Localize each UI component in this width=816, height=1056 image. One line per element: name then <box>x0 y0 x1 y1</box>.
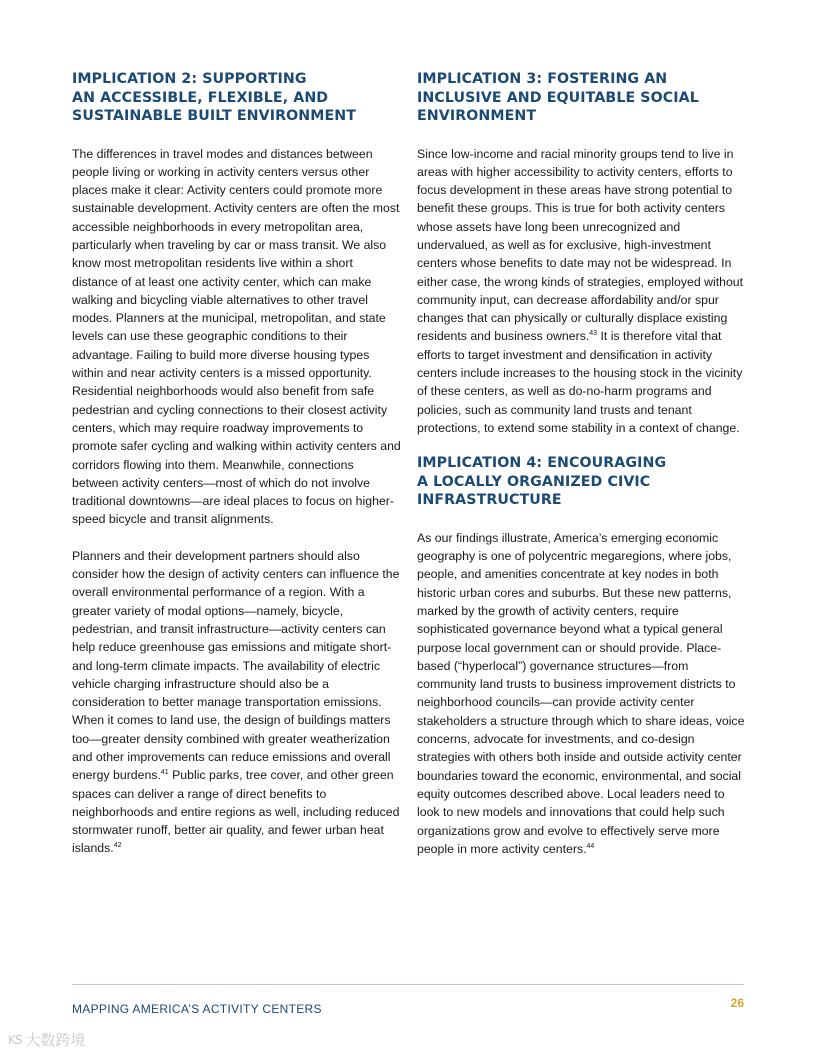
footnote-ref: 44 <box>586 842 595 850</box>
implication-3-heading <box>417 70 747 126</box>
heading-line: ENVIRONMENT <box>417 108 537 124</box>
heading-line: SUSTAINABLE BUILT ENVIRONMENT <box>72 108 356 124</box>
heading-line: IMPLICATION 2: SUPPORTING <box>72 71 307 87</box>
right-column <box>417 70 747 858</box>
left-column <box>72 70 402 858</box>
paragraph-text: It is therefore vital that efforts to target investment and densification in activity centers include increases to the housing stock in the vicinity of these centers, as well as do-no-harm programs and policies, such as community land trusts and tenant protections, to extend some stability in a context of change. <box>417 329 743 435</box>
heading-line: A LOCALLY ORGANIZED CIVIC <box>417 473 651 490</box>
paragraph-text: As our findings illustrate, America’s emerging economic geography is one of polycentric megaregions, where jobs, people, and amenities concentrate at key nodes in both historic urban cores and suburbs. But these new patterns, marked by the growth of activity centers, require sophisticated governance beyond what a typical general purpose local government can or should provide. Place-based (“hyperlocal”) governance structures—from community land trusts to business improvement districts to neighborhood councils—can provide activity center stakeholders a structure through which to share ideas, voice concerns, advocate for investments, and co-design strategies with others both inside and outside activity center boundaries toward the economic, environmental, and social equity outcomes described above. Local leaders need to look to new models and innovations that could help such organizations grow and evolve to effectively serve more people in more activity centers. <box>417 530 745 856</box>
footnote-ref: 41 <box>160 769 169 777</box>
watermark-text: 大数跨境 <box>25 1031 86 1049</box>
body-paragraph: The differences in travel modes and distances between people living or working in activity centers versus other places make it clear: Activity centers could promote more sustainable development. Activity centers are often the most accessible neighborhoods in every metropolitan area, particularly when traveling by car or mass transit. We also know most metropolitan residents live within a short distance of at least one activity center, which can make walking and bicycling viable alternatives to other travel modes. Planners at the municipal, metropolitan, and state levels can use these geographic conditions to their advantage. Failing to build more diverse housing types within and near activity centers is a missed opportunity. Residential neighborhoods would also benefit from safe pedestrian and cycling connections to their closest activity centers, which may require roadway improvements to promote safer cycling and walking within activity centers and corridors flowing into them. Meanwhile, connections between activity centers—most of which do not involve traditional downtowns—are ideal places to focus on higher-speed bicycle and transit alignments. <box>72 146 401 527</box>
heading-line: INCLUSIVE AND EQUITABLE SOCIAL <box>417 89 699 106</box>
footnote-ref: 42 <box>113 842 122 850</box>
heading-line: INFRASTRUCTURE <box>417 492 562 509</box>
page-number: 26 <box>730 996 744 1010</box>
implication-4-heading <box>417 454 747 510</box>
heading-line: AN ACCESSIBLE, FLEXIBLE, AND <box>72 89 329 106</box>
watermark-logo: KS <box>8 1032 22 1047</box>
implication-2-heading <box>72 70 402 126</box>
heading-line: IMPLICATION 4: ENCOURAGING <box>417 455 667 472</box>
paragraph-text: Public parks, tree cover, and other green spaces can deliver a range of direct benefits to neighborhoods and entire regions as well, including reduced stormwater runoff, better air quality, and fewer urban heat islands. <box>72 768 400 856</box>
footer-divider <box>72 984 744 985</box>
heading-line: IMPLICATION 3: FOSTERING AN <box>417 71 668 87</box>
body-paragraph <box>417 529 747 858</box>
footer-title: MAPPING AMERICA’S ACTIVITY CENTERS <box>72 1002 322 1016</box>
watermark <box>8 1029 86 1050</box>
footnote-ref: 43 <box>589 330 598 338</box>
paragraph-text: Planners and their development partners should also consider how the design of activity centers can influence the overall environmental performance of a region. With a greater variety of modal options—namely, bicycle, pedestrian, and transit infrastructure—activity centers can help reduce greenhouse gas emissions and mitigate short- and long-term climate impacts. The availability of electric vehicle charging infrastructure should also be a consideration to better manage transportation emissions. When it comes to land use, the design of buildings matters too—greater density combined with greater weatherization and other improvements can reduce emissions and overall energy burdens. <box>72 548 400 783</box>
paragraph-text: Since low-income and racial minority groups tend to live in areas with higher accessibility to activity centers, efforts to focus development in these areas have strong potential to benefit these groups. This is true for both activity centers whose assets have long been unrecognized and undervalued, as well as for exclusive, high-investment centers whose benefits to date may not be widespread. In either case, the wrong kinds of strategies, employed without community input, can decrease affordability and/or spur changes that can physically or culturally displace existing residents and business owners. <box>417 146 744 344</box>
body-paragraph <box>72 547 402 858</box>
body-paragraph <box>417 145 747 438</box>
